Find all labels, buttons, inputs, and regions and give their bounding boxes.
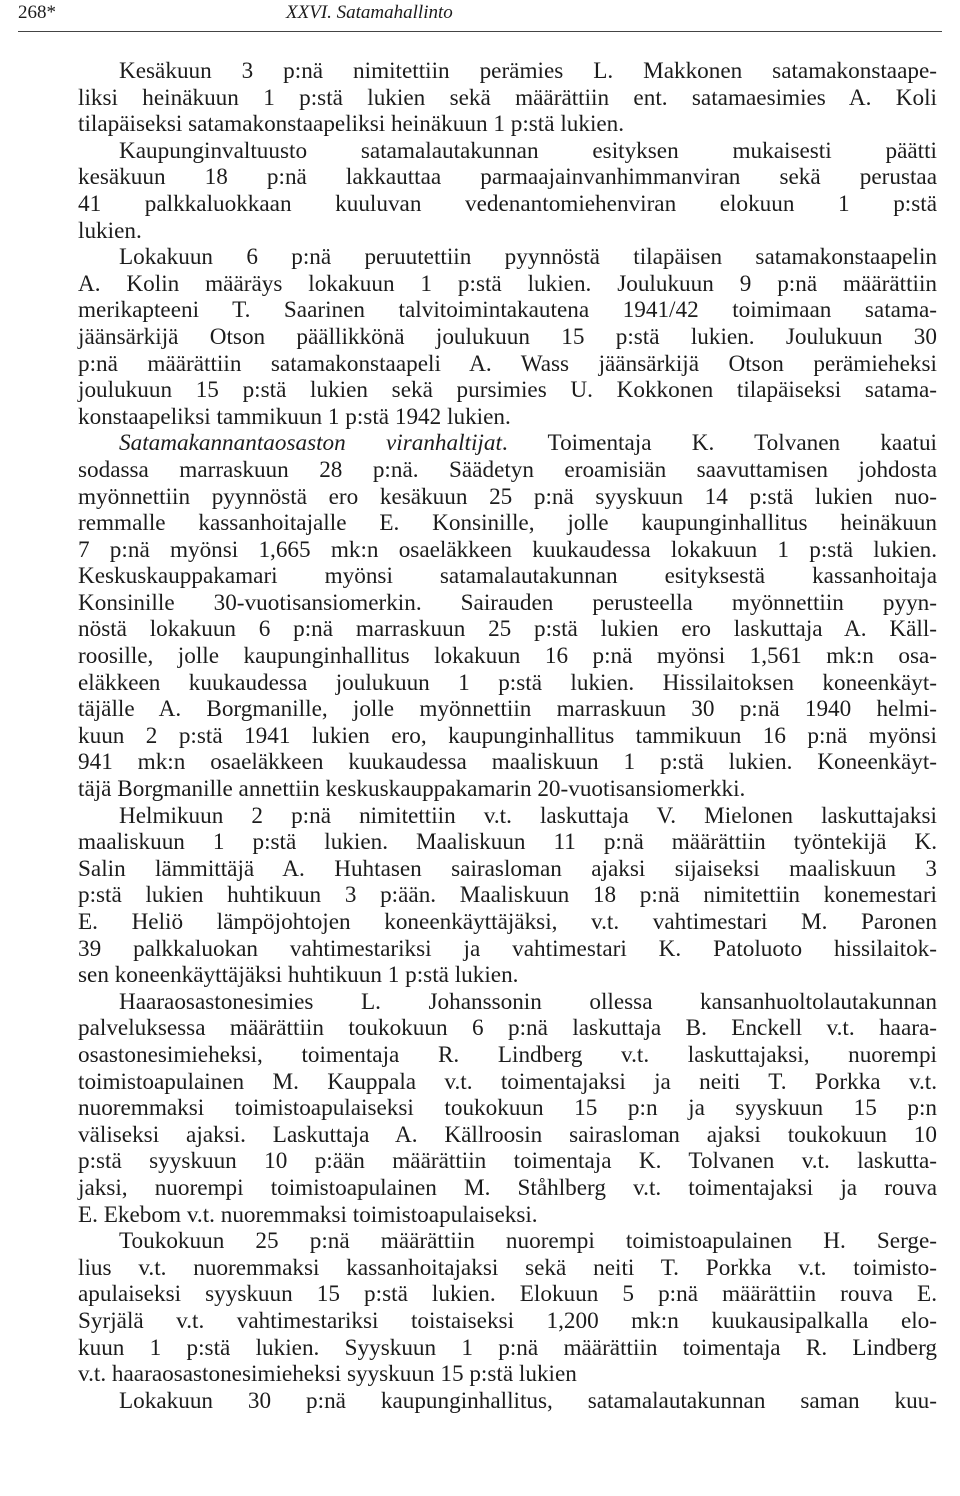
text-line: v.t. haaraosastonesimieheksi syyskuun 15 p:stä lukien (78, 1361, 577, 1388)
text-line: Kaupunginvaltuusto satamalautakunnan esityksen mukaisesti päätti (119, 137, 937, 164)
text-line: remmalle kassanhoitajalle E. Konsinille, jolle kaupunginhallitus heinäkuun (78, 510, 937, 537)
text-line: merikapteeni T. Saarinen talvitoimintakautena 1941/42 toimimaan satama- (78, 297, 937, 324)
text-line: Lokakuun 30 p:nä kaupunginhallitus, satamalautakunnan saman kuu- (119, 1387, 937, 1414)
text-line: tilapäiseksi satamakonstaapeliksi heinäkuun 1 p:stä lukien. (78, 111, 625, 138)
text-line: E. Heliö lämpöjohtojen koneenkäyttäjäksi, v.t. vahtimestari M. Paronen (78, 909, 937, 935)
text-line: palveluksessa määrättiin toukokuun 6 p:nä laskuttaja B. Enckell v.t. haara- (78, 1015, 937, 1042)
text-line: p:stä syyskuun 10 p:ään määrättiin toimentaja K. Tolvanen v.t. laskutta- (78, 1148, 937, 1175)
text-line: täjä Borgmanille annettiin keskuskauppakamarin 20-vuotisansiomerkki. (78, 776, 746, 803)
text-line: Syrjälä v.t. vahtimestariksi toistaiseksi 1,200 mk:n kuukausipalkalla elo- (78, 1307, 937, 1334)
text-line: väliseksi ajaksi. Laskuttaja A. Källroosin sairasloman ajaksi toukokuun 10 (78, 1121, 937, 1148)
text-line: jäänsärkijä Otson päällikkönä joulukuun 15 p:stä lukien. Joulukuun 30 (78, 323, 937, 350)
text-line: täjälle A. Borgmanille, jolle myönnettiin marraskuun 30 p:nä 1940 helmi- (78, 696, 937, 723)
text-line: roosille, jolle kaupunginhallitus lokakuun 16 p:nä myönsi 1,561 mk:n osa- (78, 643, 937, 670)
text-line: Helmikuun 2 p:nä nimitettiin v.t. laskuttaja V. Mielonen laskuttajaksi (119, 802, 937, 829)
text-line: Lokakuun 6 p:nä peruutettiin pyynnöstä tilapäisen satamakonstaapelin (119, 244, 937, 271)
text-line: Haaraosastonesimies L. Johanssonin ollessa kansanhuoltolautakunnan (119, 988, 937, 1015)
text-line: Keskuskauppakamari myönsi satamalautakunnan esityksestä kassanhoitaja (78, 563, 937, 590)
text-line: lius v.t. nuoremmaksi kassanhoitajaksi sekä neiti T. Porkka v.t. toimisto- (78, 1254, 937, 1281)
text-line: joulukuun 15 p:stä lukien sekä pursimies U. Kokkonen tilapäiseksi satama- (78, 377, 937, 404)
text-line: nöstä lokakuun 6 p:nä marraskuun 25 p:stä lukien ero laskuttaja A. Käll- (78, 616, 937, 643)
text-line: Salin lämmittäjä A. Huhtasen sairasloman ajaksi sijaiseksi maaliskuun 3 (78, 855, 937, 882)
text-line: sodassa marraskuun 28 p:nä. Säädetyn eroamisiän saavuttamisen johdosta (78, 456, 937, 483)
text-line: 39 palkkaluokan vahtimestariksi ja vahtimestari K. Patoluoto hissilaitok- (78, 935, 937, 962)
header-rule (18, 31, 942, 32)
text-line: 41 palkkaluokkaan kuuluvan vedenantomiehenviran elokuun 1 p:stä (78, 190, 937, 217)
page-header (18, 2, 942, 28)
text-line: liksi heinäkuun 1 p:stä lukien sekä määrättiin ent. satamaesimies A. Koli (78, 84, 937, 111)
text-line: kuun 1 p:stä lukien. Syyskuun 1 p:nä määrättiin toimentaja R. Lindberg (78, 1334, 937, 1361)
text-line: 7 p:nä myönsi 1,665 mk:n osaeläkkeen kuukaudessa lokakuun 1 p:stä lukien. (78, 536, 937, 563)
text-line: Toukokuun 25 p:nä määrättiin nuorempi toimistoapulainen H. Serge- (119, 1228, 937, 1255)
text-line: maaliskuun 1 p:stä lukien. Maaliskuun 11 p:nä määrättiin työntekijä K. (78, 829, 937, 856)
text-line: apulaiseksi syyskuun 15 p:stä lukien. Elokuun 5 p:nä määrättiin rouva E. (78, 1281, 937, 1308)
text-line: toimistoapulainen M. Kauppala v.t. toimentajaksi ja neiti T. Porkka v.t. (78, 1068, 937, 1095)
text-line: Satamakannantaosaston viranhaltijat. Toimentaja K. Tolvanen kaatui (119, 430, 937, 457)
body-text (78, 58, 937, 1414)
text-line: nuoremmaksi toimistoapulaiseksi toukokuun 15 p:n ja syyskuun 15 p:n (78, 1095, 937, 1122)
text-line: p:nä määrättiin satamakonstaapeli A. Wass jäänsärkijä Otson perämieheksi (78, 350, 937, 377)
text-line: kesäkuun 18 p:nä lakkauttaa parmaajainvanhimmanviran sekä perustaa (78, 164, 937, 191)
text-line: eläkkeen kuukaudessa joulukuun 1 p:stä lukien. Hissilaitoksen koneenkäyt- (78, 669, 937, 696)
running-title: XXVI. Satamahallinto (286, 2, 453, 23)
page-number: 268* (18, 2, 56, 23)
text-line: A. Kolin määräys lokakuun 1 p:stä lukien. Joulukuun 9 p:nä määrättiin (78, 270, 937, 297)
text-line: Kesäkuun 3 p:nä nimitettiin perämies L. Makkonen satamakonstaape- (119, 58, 937, 84)
text-line: myönnettiin pyynnöstä ero kesäkuun 25 p:nä syyskuun 14 p:stä lukien nuo- (78, 483, 937, 510)
section-heading-italic: Satamakannantaosaston viranhaltijat (119, 430, 502, 457)
text-line: E. Ekebom v.t. nuoremmaksi toimistoapulaiseksi. (78, 1201, 538, 1228)
text-line: jaksi, nuorempi toimistoapulainen M. Ståhlberg v.t. toimentajaksi ja rouva (78, 1174, 937, 1201)
text-line: konstaapeliksi tammikuun 1 p:stä 1942 lukien. (78, 403, 511, 430)
text-line: sen koneenkäyttäjäksi huhtikuun 1 p:stä lukien. (78, 962, 519, 989)
text-line: kuun 2 p:stä 1941 lukien ero, kaupunginhallitus tammikuun 16 p:nä myönsi (78, 722, 937, 749)
text-line: p:stä lukien huhtikuun 3 p:ään. Maaliskuun 18 p:nä nimitettiin konemestari (78, 882, 937, 909)
text-line: 941 mk:n osaeläkkeen kuukaudessa maaliskuun 1 p:stä lukien. Koneenkäyt- (78, 749, 937, 776)
text-line: Konsinille 30-vuotisansiomerkin. Sairauden perusteella myönnettiin pyyn- (78, 589, 937, 616)
text-line: lukien. (78, 217, 142, 244)
text-line: osastonesimieheksi, toimentaja R. Lindberg v.t. laskuttajaksi, nuorempi (78, 1041, 937, 1068)
